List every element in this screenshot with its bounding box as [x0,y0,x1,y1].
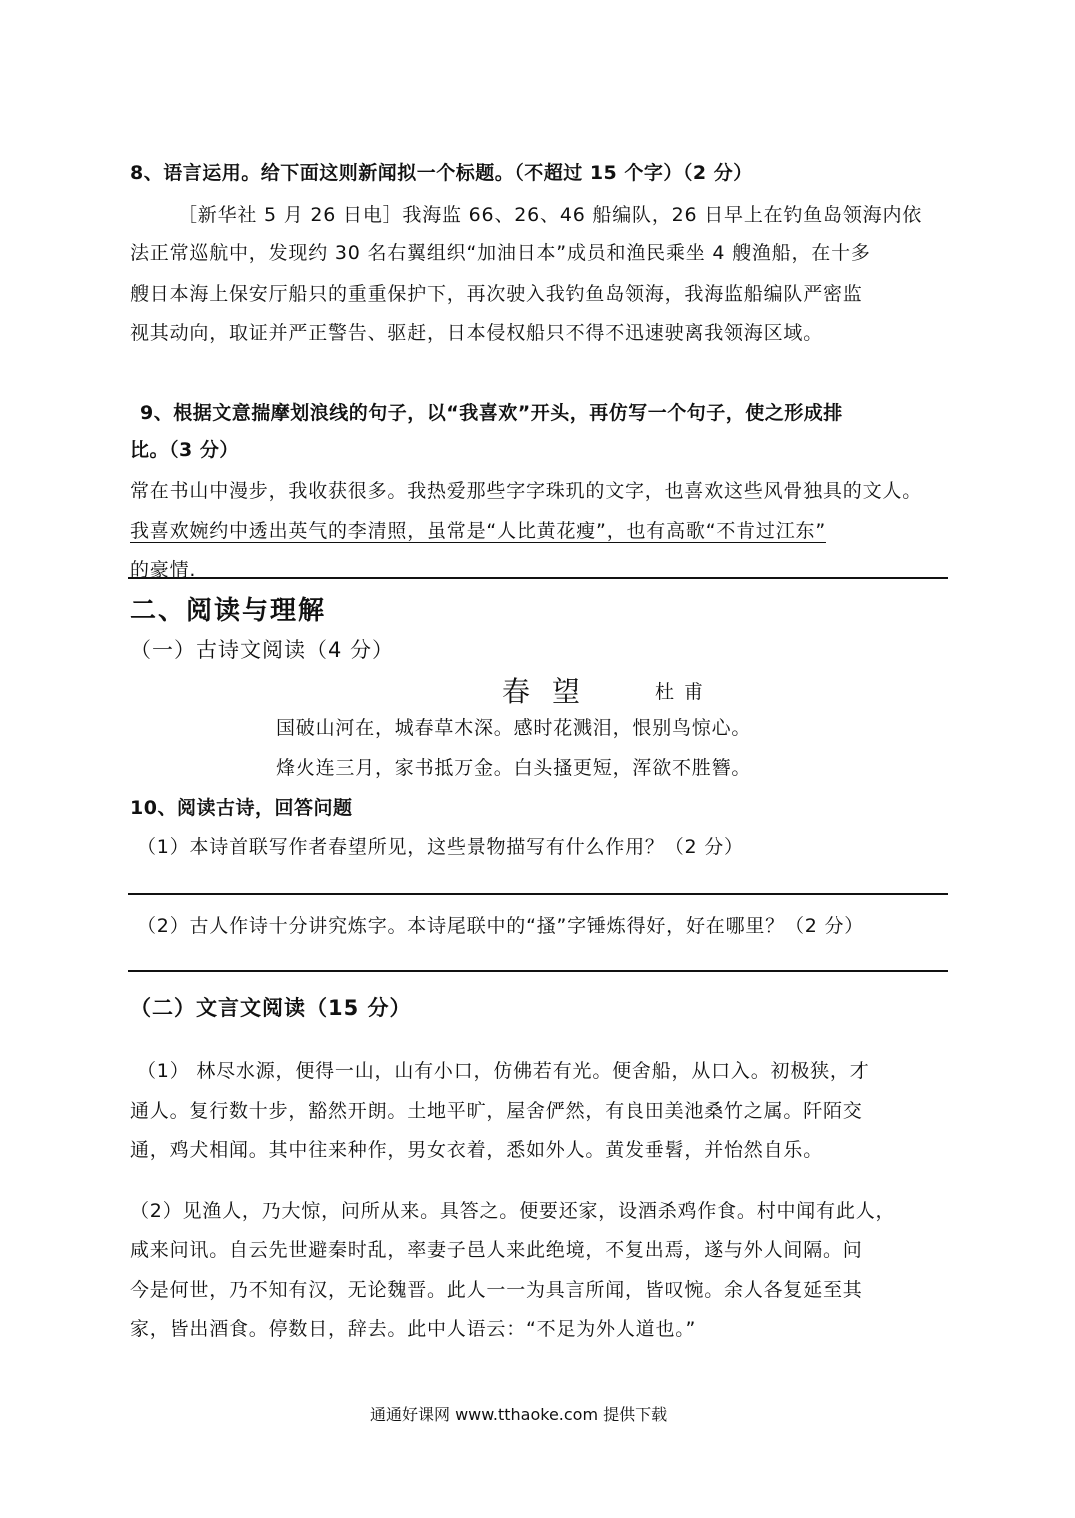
section-2-title: 二、阅读与理解 [130,596,327,626]
q10-part-2: （2）古人作诗十分讲究炼字。本诗尾联中的“搔”字锤炼得好，好在哪里？（2 分） [137,915,865,937]
poem-title: 春望 [502,675,603,708]
passage-1-line-3: 通，鸡犬相闻。其中往来种作，男女衣着，悉如外人。黄发垂髫，并怡然自乐。 [130,1139,824,1161]
q8-line-3: 艘日本海上保安厅船只的重重保护下，再次驶入我钓鱼岛领海，我海监船编队严密监 [130,283,863,305]
passage-2-line-2: 咸来问讯。自云先世避秦时乱，率妻子邑人来此绝境，不复出焉，遂与外人间隔。问 [130,1239,863,1261]
passage-2-line-1: （2）见渔人，乃大惊，问所从来。具答之。便要还家，设酒杀鸡作食。村中闻有此人， [130,1200,896,1222]
q9-heading-line-1: 9、根据文意揣摩划浪线的句子，以“我喜欢”开头，再仿写一个句子，使之形成排 [140,402,843,424]
q9-underlined-sentence: 我喜欢婉约中透出英气的李清照，虽常是“人比黄花瘦”，也有高歌“不肯过江东” [130,520,826,542]
q9-text-line-3: 的豪情. [130,559,197,581]
answer-line-q9 [128,577,948,579]
poem-line-2: 烽火连三月，家书抵万金。白头搔更短，浑欲不胜簪。 [276,757,752,779]
poem-line-1: 国破山河在，城春草木深。感时花溅泪，恨别鸟惊心。 [276,717,752,739]
q10-part-1: （1）本诗首联写作者春望所见，这些景物描写有什么作用？（2 分） [137,836,744,858]
answer-line-q10-2 [128,970,948,972]
q9-text-line-1: 常在书山中漫步，我收获很多。我热爱那些字字珠玑的文字，也喜欢这些风骨独具的文人。 [130,480,923,502]
passage-2-line-4: 家，皆出酒食。停数日，辞去。此中人语云：“不足为外人道也。” [130,1318,697,1340]
answer-line-q10-1 [128,893,948,895]
q8-heading: 8、语言运用。给下面这则新闻拟一个标题。（不超过 15 个字）（2 分） [130,162,753,184]
section-2-sub-2: （二）文言文阅读（15 分） [130,996,412,1020]
q8-line-2: 法正常巡航中，发现约 30 名右翼组织“加油日本”成员和渔民乘坐 4 艘渔船，在十多 [130,242,871,264]
q8-line-4: 视其动向，取证并严正警告、驱赶，日本侵权船只不得不迅速驶离我领海区域。 [130,322,824,344]
q9-heading-line-2: 比。（3 分） [130,439,239,461]
poem-author: 杜甫 [655,681,714,703]
passage-1-line-2: 通人。复行数十步，豁然开朗。土地平旷，屋舍俨然，有良田美池桑竹之属。阡陌交 [130,1100,863,1122]
q8-line-1: ［新华社 5 月 26 日电］我海监 66、26、46 船编队，26 日早上在钓鱼岛领海内依 [178,204,923,226]
page-footer: 通通好课网 www.tthaoke.com 提供下载 [370,1405,668,1424]
section-2-sub-1: （一）古诗文阅读（4 分） [130,638,395,662]
passage-1-line-1: （1） 林尽水源，便得一山，山有小口，仿佛若有光。便舍船，从口入。初极狭，才 [137,1060,870,1082]
q10-heading: 10、阅读古诗，回答问题 [130,797,353,819]
passage-2-line-3: 今是何世，乃不知有汉，无论魏晋。此人一一为具言所闻，皆叹惋。余人各复延至其 [130,1279,863,1301]
